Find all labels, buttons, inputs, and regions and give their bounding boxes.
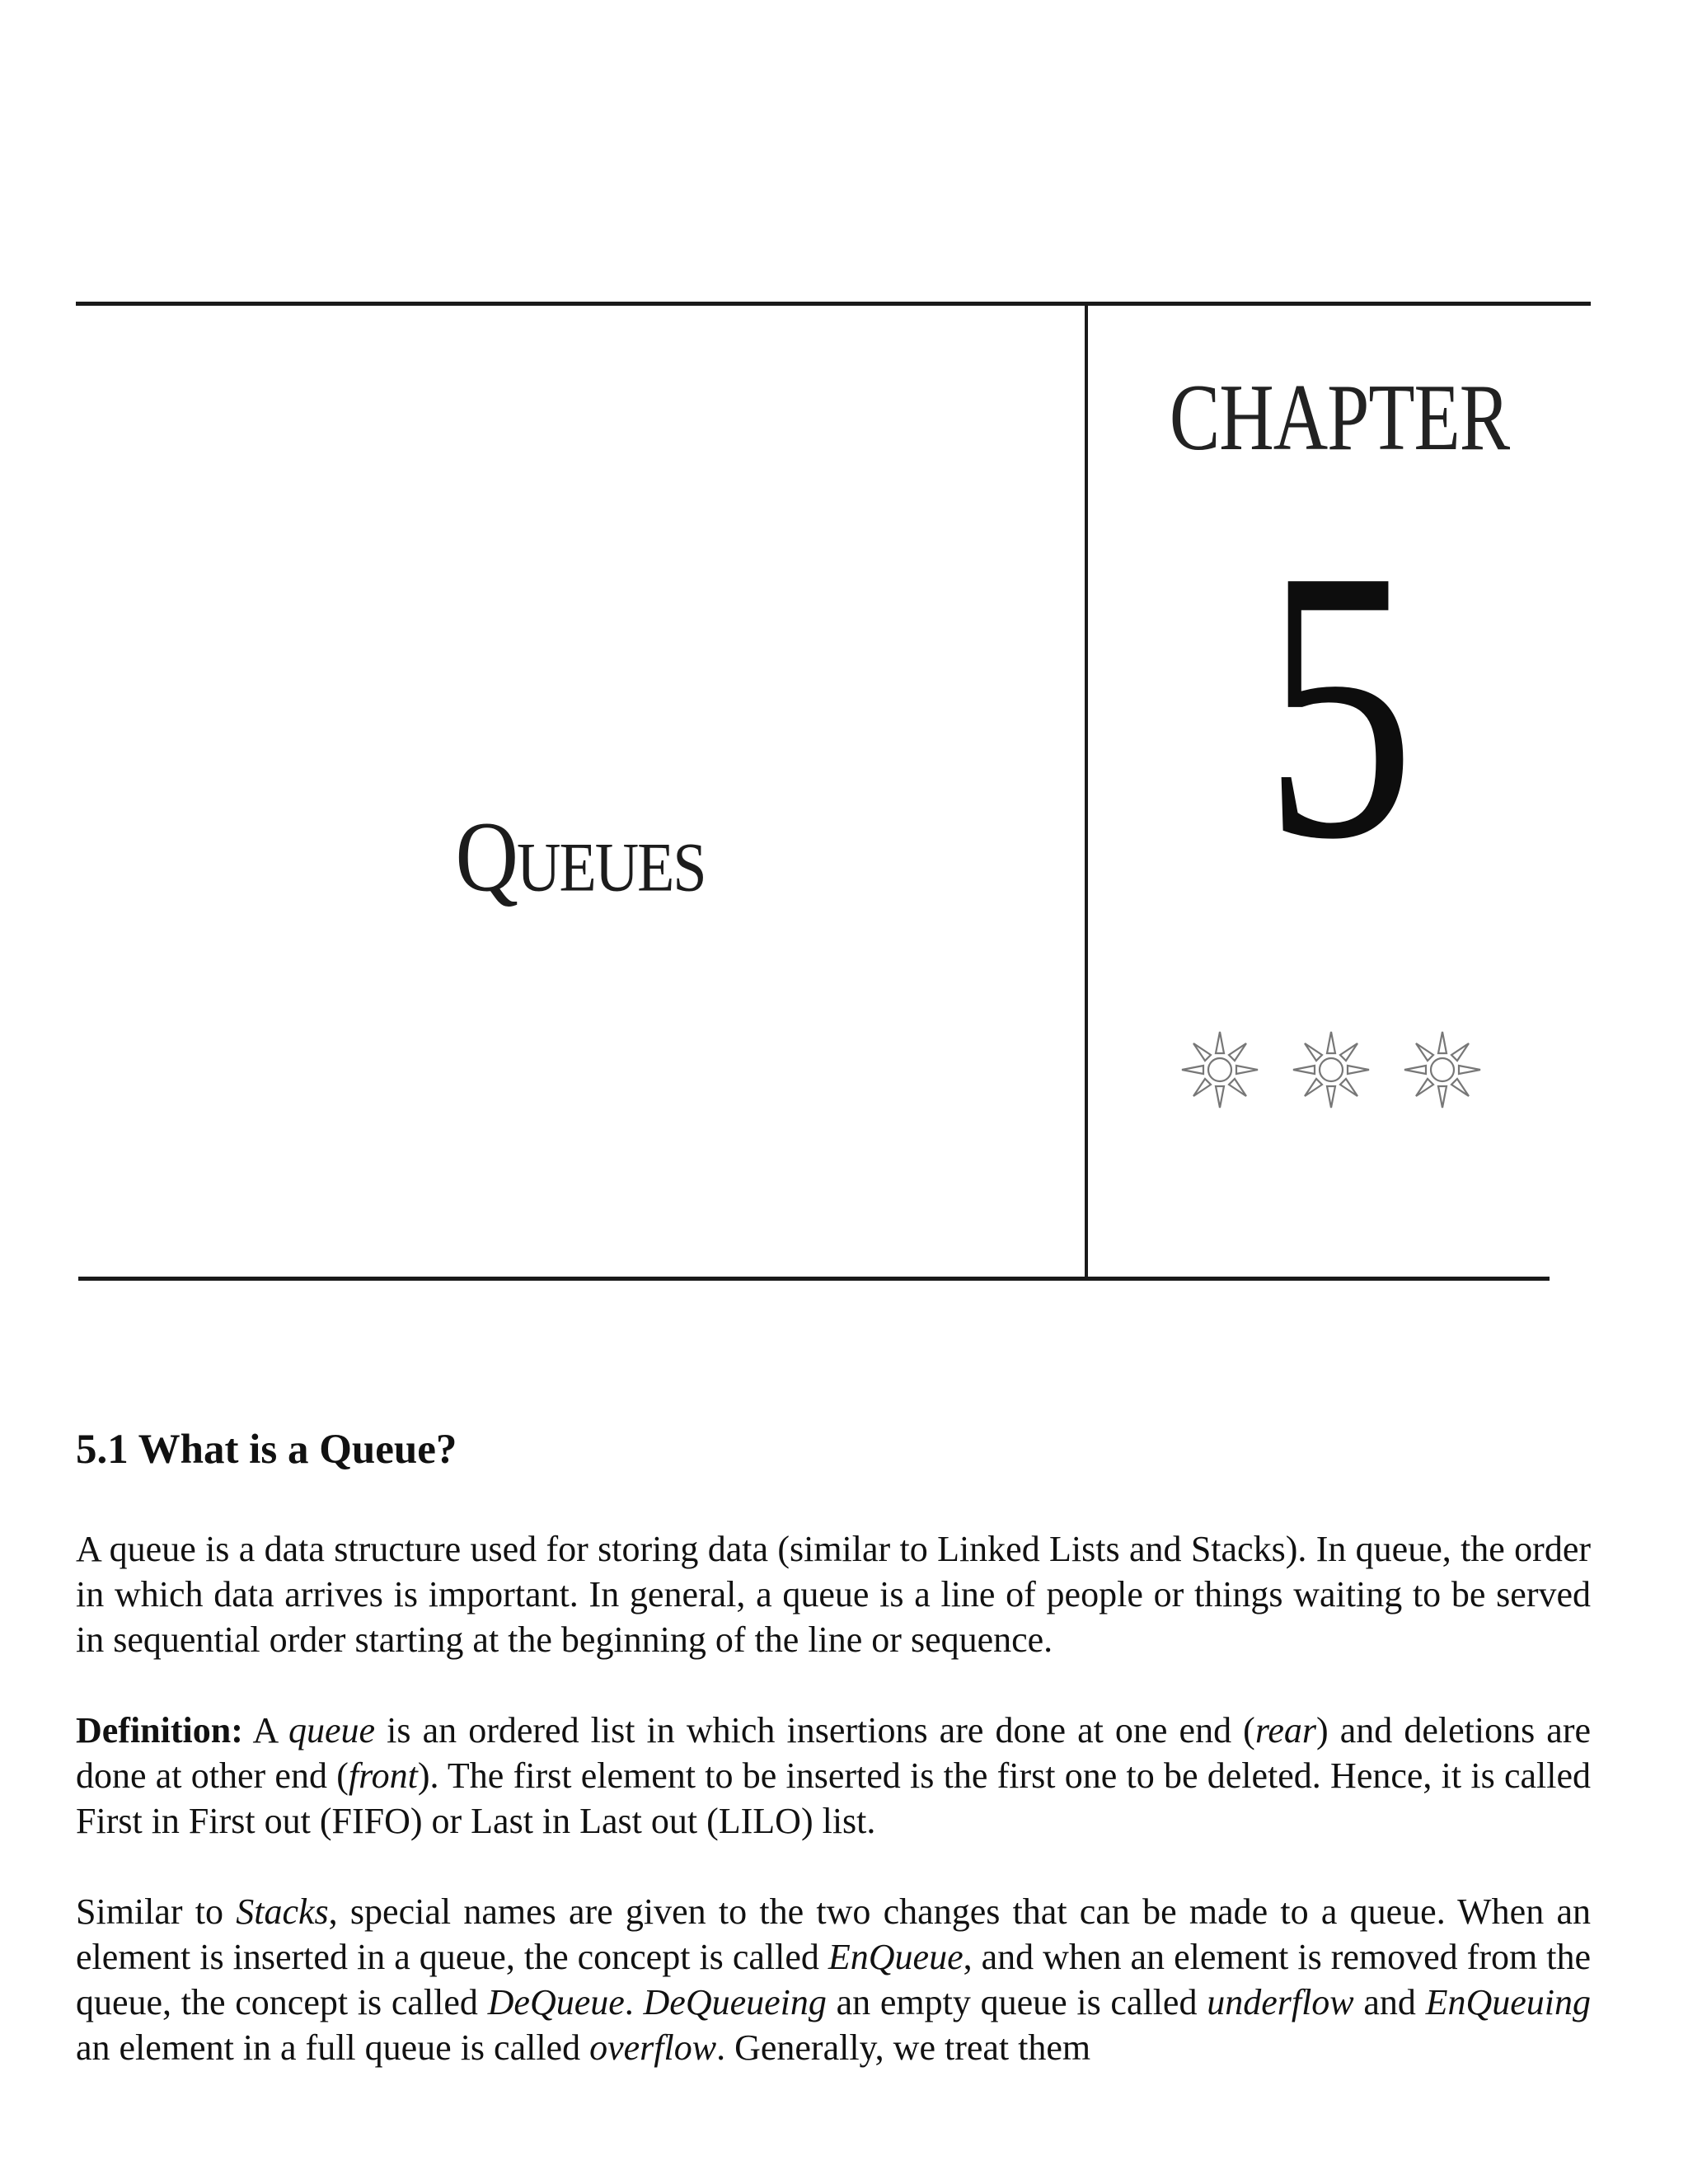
text-run: A — [242, 1710, 288, 1750]
emphasis: DeQueueing — [643, 1982, 827, 2022]
text-run: , special names are given to the two changes that can be made to a queue. When an element is inserted in a queue, the concept is called — [76, 1891, 1591, 1977]
header-top-rule — [76, 302, 1591, 306]
section-heading: 5.1 What is a Queue? — [76, 1427, 457, 1473]
header-bottom-rule — [78, 1277, 1550, 1281]
paragraph-intro: A queue is a data structure used for storing data (similar to Linked Lists and Stacks). In queue, the order in which data arrives is important. In general, a queue is a line of people or things waiting to be served in sequential order starting at the beginning of the line or sequence. — [76, 1529, 1591, 1660]
definition-term: Definition: — [76, 1710, 243, 1750]
emphasis: EnQueue — [828, 1937, 964, 1977]
paragraph-definition — [76, 1708, 1591, 1844]
chapter-title: Queues — [455, 801, 706, 912]
sun-ornament-icon — [1179, 1029, 1261, 1111]
paragraph-operations — [76, 1889, 1591, 2070]
text-run: an empty queue is called — [826, 1982, 1207, 2022]
text-run: , and when an element is removed from the queue, the concept is called — [76, 1937, 1591, 2022]
text-run: an element in a full queue is called — [76, 2027, 590, 2068]
text-run: . — [624, 1982, 644, 2022]
chapter-label: CHAPTER — [1169, 364, 1510, 470]
emphasis: rear — [1254, 1710, 1316, 1750]
emphasis: DeQueue — [487, 1982, 625, 2022]
text-run: ). The first element to be inserted is the first one to be deleted. Hence, it is called First in First out (FIFO) or Last in Last out (LILO) list. — [76, 1755, 1592, 1841]
text-run: and — [1353, 1982, 1426, 2022]
emphasis: queue — [288, 1710, 376, 1750]
emphasis: overflow — [589, 2027, 717, 2068]
chapter-ornaments — [1179, 1029, 1484, 1111]
text-run: . Generally, we treat them — [716, 2027, 1091, 2068]
text-run: is an ordered list in which insertions are done at one end ( — [375, 1710, 1255, 1750]
emphasis: Stacks — [236, 1891, 329, 1932]
chapter-number: 5 — [1264, 490, 1415, 919]
text-run: ) and deletions are done at other end ( — [76, 1710, 1592, 1796]
emphasis: underflow — [1207, 1982, 1354, 2022]
text-run: Similar to — [76, 1891, 237, 1932]
emphasis: front — [348, 1755, 418, 1796]
sun-ornament-icon — [1290, 1029, 1372, 1111]
emphasis: EnQueuing — [1425, 1982, 1592, 2022]
sun-ornament-icon — [1401, 1029, 1484, 1111]
